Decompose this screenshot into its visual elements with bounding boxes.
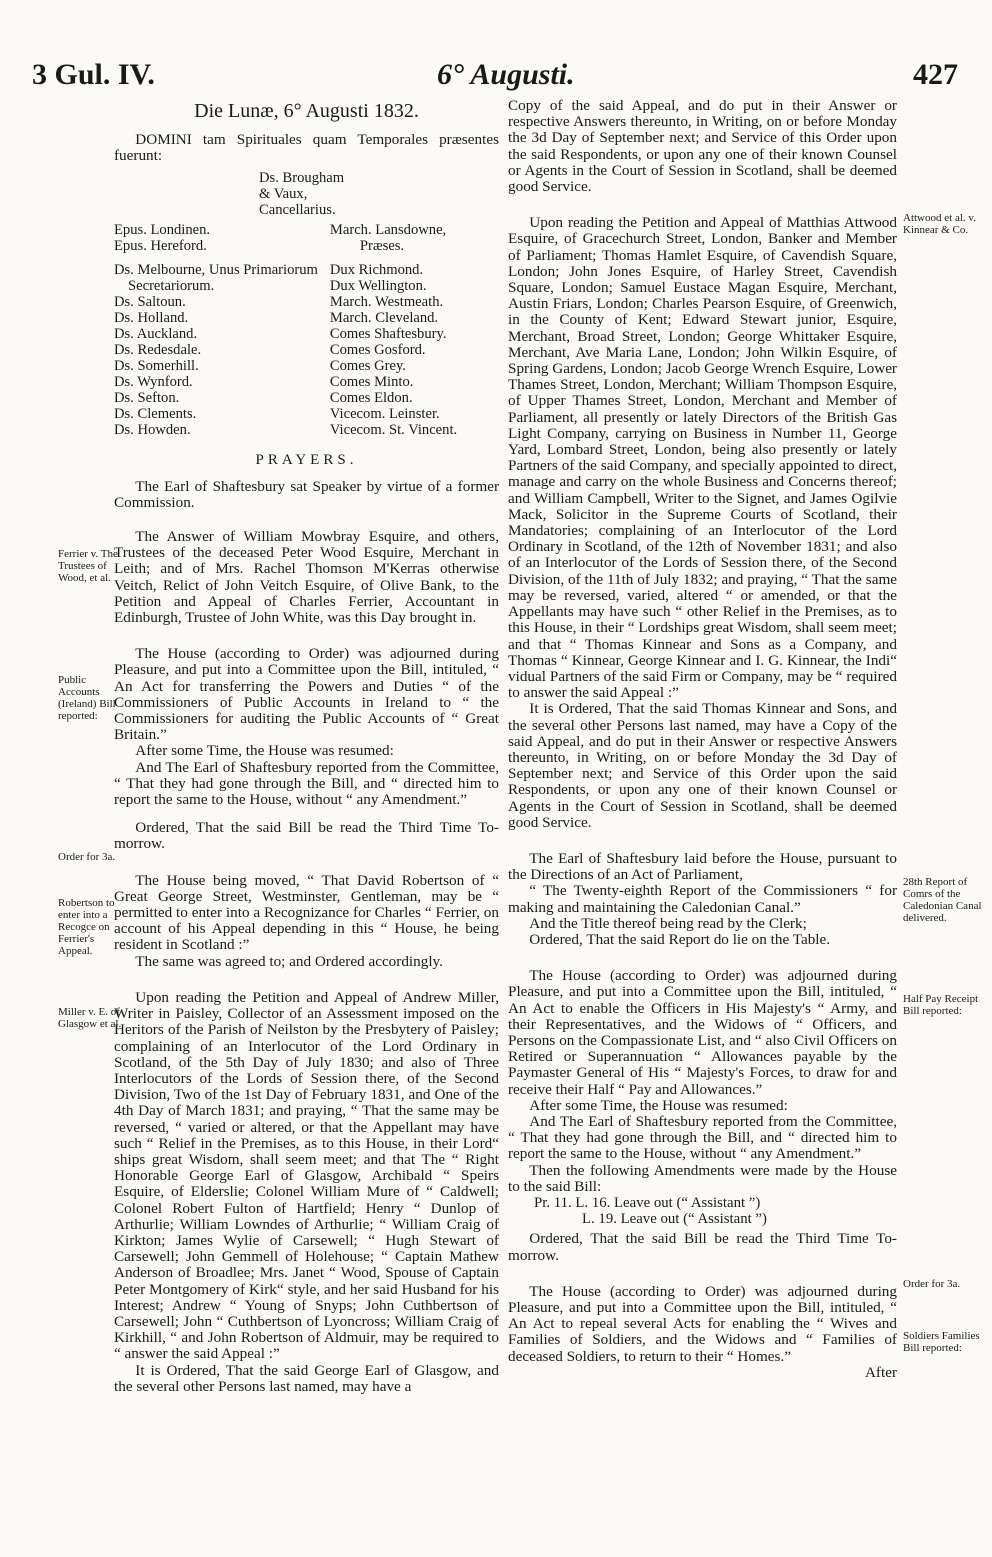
paragraph: After some Time, the House was resumed: [529, 1096, 788, 1114]
lord-chancellor: Ds. Brougham & Vaux, Cancellarius. [259, 170, 345, 219]
paragraph: Copy of the said Appeal, and do put in their Answer or respective Answers thereunto, in Writing, on or before Monday the 3d Day of September next; and Service of this Order upon the said Respondents, or upon any one of their known Counsel or Agents in the Court of Session in Scotland, shall be deemed good Service. [508, 97, 897, 196]
lords-list [114, 222, 499, 438]
right-column [508, 98, 897, 1381]
paragraph: Ordered, That the said Report do lie on the Table. [529, 930, 831, 948]
paragraph: The same was agreed to; and Ordered accordingly. [135, 952, 443, 970]
paragraph: The House being moved, “ That David Robertson of “ Great George Street, Westminster, Gentleman, may be “ permitted to enter into a Recognizance for Charles “ Ferrier, on account of his Appeal depending in this “ House, he being resident in Scotland :” [114, 871, 499, 954]
paragraph: The Earl of Shaftesbury laid before the House, pursuant to the Directions of an Act of Parliament, [508, 849, 897, 884]
catchword: After [864, 1363, 897, 1381]
paragraph: The Answer of William Mowbray Esquire, and others, Trustees of the deceased Peter Wood Esquire, Merchant in Leith; and of Mrs. Rachel Thomson M'Kerras otherwise Veitch, Relict of John Veitch Esquire, of Olive Bank, to the Petition and Appeal of Charles Ferrier, Accountant in Edinburgh, Trustee of John White, was this Day brought in. [114, 528, 499, 627]
page-header [0, 58, 992, 98]
margin-note: Public Accounts (Ireland) Bill reported: [58, 674, 116, 722]
paragraph: Then the following Amendments were made by the House to the said Bill: [508, 1161, 897, 1195]
lords-list-left: Epus. Londinen. Epus. Hereford. Ds. Melbourne, Unus Primariorum Secretariorum. Ds. Saltoun. Ds. Holland. Ds. Auckland. Ds. Redesdale. Ds. Somerhill. Ds. Wynford. Ds. Sefton. Ds. Clements. Ds. Howden. [114, 222, 318, 439]
paragraph: The House (according to Order) was adjourned during Pleasure, and put into a Committee upon the Bill, intituled, “ An Act to repeal several Acts for enabling the “ Wives and Families of Soldiers, and the Widows and “ Families of deceased Soldiers, to return to their “ Homes.” [508, 1282, 897, 1365]
margin-note: Robertson to enter into a Recogce on Ferrier's Appeal. [58, 897, 115, 957]
paragraph: The Earl of Shaftesbury sat Speaker by virtue of a former Commission. [114, 477, 499, 511]
left-column [114, 98, 499, 1395]
paragraph: It is Ordered, That the said Thomas Kinnear and Sons, and the several other Persons last named, may have a Copy of the said Appeal, and do put in their Answer or respective Answers thereunto, in Writing, on or before Monday the 3d Day of September next; and Service of this Order upon the said Respondents, or upon any one of their known Counsel or Agents in the Court of Session in Scotland, shall be deemed good Service. [508, 700, 897, 831]
paragraph: The House (according to Order) was adjourned during Pleasure, and put into a Committee upon the Bill, intituled, “ An Act for transferring the Powers and Duties “ of the Commissioners of Public Accounts in Ireland to “ the Commissioners for auditing the Public Accounts of “ Great Britain.” [114, 645, 499, 744]
paragraph: And The Earl of Shaftesbury reported from the Committee, “ That they had gone through the Bill, and “ directed him to report the same to the House, without “ any Amendment.” [114, 758, 499, 809]
paragraph: After some Time, the House was resumed: [135, 742, 394, 760]
paragraph: And the Title thereof being read by the Clerk; [529, 914, 807, 932]
lords-list-right: March. Lansdowne, Præses. Dux Richmond. Dux Wellington. March. Westmeath. March. Cleveland. Comes Shaftesbury. Comes Gosford. Comes Grey. Comes Minto. Comes Eldon. Vicecom. Leinster. Vicecom. St. Vincent. [329, 222, 458, 439]
margin-note: Miller v. E. of Glasgow et al. [58, 1006, 122, 1030]
margin-note: Order for 3a. [58, 851, 116, 863]
sitting-title: Die Lunæ, 6° Augusti 1832. [194, 100, 419, 122]
margin-note: 28th Report of Comrs of the Caledonian Canal delivered. [903, 876, 982, 924]
paragraph: Ordered, That the said Bill be read the Third Time To-morrow. [508, 1230, 897, 1264]
regnal-year: 3 Gul. IV. [32, 58, 155, 91]
paragraph: And The Earl of Shaftesbury reported from the Committee, “ That they had gone through the Bill, and “ directed him to report the same to the House, without “ any Amendment.” [508, 1112, 897, 1163]
paragraph: Ordered, That the said Bill be read the Third Time To-morrow. [114, 819, 499, 853]
margin-note: Half Pay Receipt Bill reported: [903, 993, 979, 1017]
margin-note: Order for 3a. [903, 1278, 961, 1290]
margin-note: Soldiers Families Bill reported: [903, 1330, 980, 1354]
lords-present-heading: DOMINI tam Spirituales quam Temporales præsentes fuerunt: [114, 131, 499, 165]
running-date: 6° Augusti. [437, 58, 575, 91]
paragraph: It is Ordered, That the said George Earl of Glasgow, and the several other Persons last named, may have a [114, 1361, 499, 1395]
paragraph: The House (according to Order) was adjourned during Pleasure, and put into a Committee upon the Bill, intituled, “ An Act to enable the Officers in His Majesty's “ Army, and their Representatives, and the Widows of “ Officers, and Persons on the Compassionate List, and “ also Civil Officers on Retired or Superannuation “ Allowances payable by the Paymaster General of His “ Majesty's Forces, to draw for and receive their Half “ Pay and Allowances.” [508, 967, 897, 1098]
amendments: Pr. 11. L. 16. Leave out (“ Assistant ”) L. 19. Leave out (“ Assistant ”) [534, 1195, 767, 1228]
margin-note: Attwood et al. v. Kinnear & Co. [903, 212, 976, 236]
paragraph: Upon reading the Petition and Appeal of Matthias Attwood Esquire, of Gracechurch Street, London, Banker and Member of Parliament; Thomas Hamlet Esquire, of Cavendish Square, London; John Jones Esquire, of Harley Street, Cavendish Square, London; Samuel Eustace Magan Esquire, Merchant, Austin Friars, London; Charles Pearson Esquire, of Greenwich, in the County of Kent; Edward Stewart junior, Esquire, Merchant, Broad Street, London; George Whittaker Esquire, Merchant, Ave Maria Lane, London; John Wilkin Esquire, of Spring Gardens, London; Jacob George Wrench Esquire, Lower Thames Street, London, Merchant; William Thompson Esquire, of Upper Thames Street, London, Merchant and Member of Parliament, all presently or lately Directors of the British Gas Light Company, carrying on Business in Number 11, George Yard, Lombard Street, London, being also presently or lately Partners of the said Company, and specially appointed to direct, manage and carry on the whole Business and Concerns thereof; and William Campbell, Writer to the Signet, and James Ogilvie Mack, Solicitor in the Supreme Courts of Scotland, their Mandatories; complaining of an Interlocutor of the Lord Ordinary in Scotland, of the 12th of November 1831; and also of an Interlocutor of the Lords of Session there, of the Second Division, of the 11th of July 1832; and praying, “ That the same may be reversed, varied, altered “ or amended, or that the Appellants may have such “ other Relief in the Premises, as to this House, in their “ Lordships great Wisdom, shall seem meet; and that “ Thomas Kinnear and Sons as a Company, and Thomas “ Kinnear, George Kinnear and I. G. Kinnear, the Indi“ vidual Partners of the said Firm or Company, may be “ required to answer the said Appeal :” [508, 214, 897, 702]
page-number: 427 [913, 58, 958, 91]
paragraph: Upon reading the Petition and Appeal of Andrew Miller, Writer in Paisley, Collector of an Assessment imposed on the Heritors of the Parish of Neilston by the Presbytery of Paisley; complaining of an Interlocutor of the Lord Ordinary in Scotland, of the 5th Day of July 1830; and also of Three Interlocutors of the Lords of Session there, of the Second Division, Two of the 1st Day of February 1831, and One of the 4th Day of March 1831; and praying, “ That the same may be reversed, “ varied or altered, or that the Appellant may have such “ Relief in the Premises, as to this House, in their Lord“ ships great Wisdom, shall seem meet; and that The “ Right Honorable George Earl of Glasgow, Archibald “ Speirs Esquire, of Elderslie; Colonel William Mure of “ Caldwell; Colonel Robert Fulton of Hartfield; Henry “ Dunlop of Arthurlie; William Lowndes of Arthurlie; “ William Craig of Kirkton; James Wylie of Carsewell; “ Hugh Stewart of Carsewell; John Gemmell of Holehouse; “ Captain Mathew Anderson of Broadlee; Mrs. Janet “ Wood, Spouse of Captain Peter Montgomery of Kirk“ style, and her said Husband for his Interest; Andrew “ Young of Snyps; John Cuthbertson of Carsewell; John “ Cuthbertson of Lyoncross; William Craig of Kirkhill, “ and John Robertson of Aldmuir, may be required to “ answer the said Appeal :” [114, 988, 499, 1363]
margin-note: Ferrier v. The Trustees of Wood, et al. [58, 548, 118, 584]
paragraph: “ The Twenty-eighth Report of the Commissioners “ for making and maintaining the Caledonian Canal.” [508, 882, 897, 916]
prayers-heading: PRAYERS. [255, 452, 358, 469]
